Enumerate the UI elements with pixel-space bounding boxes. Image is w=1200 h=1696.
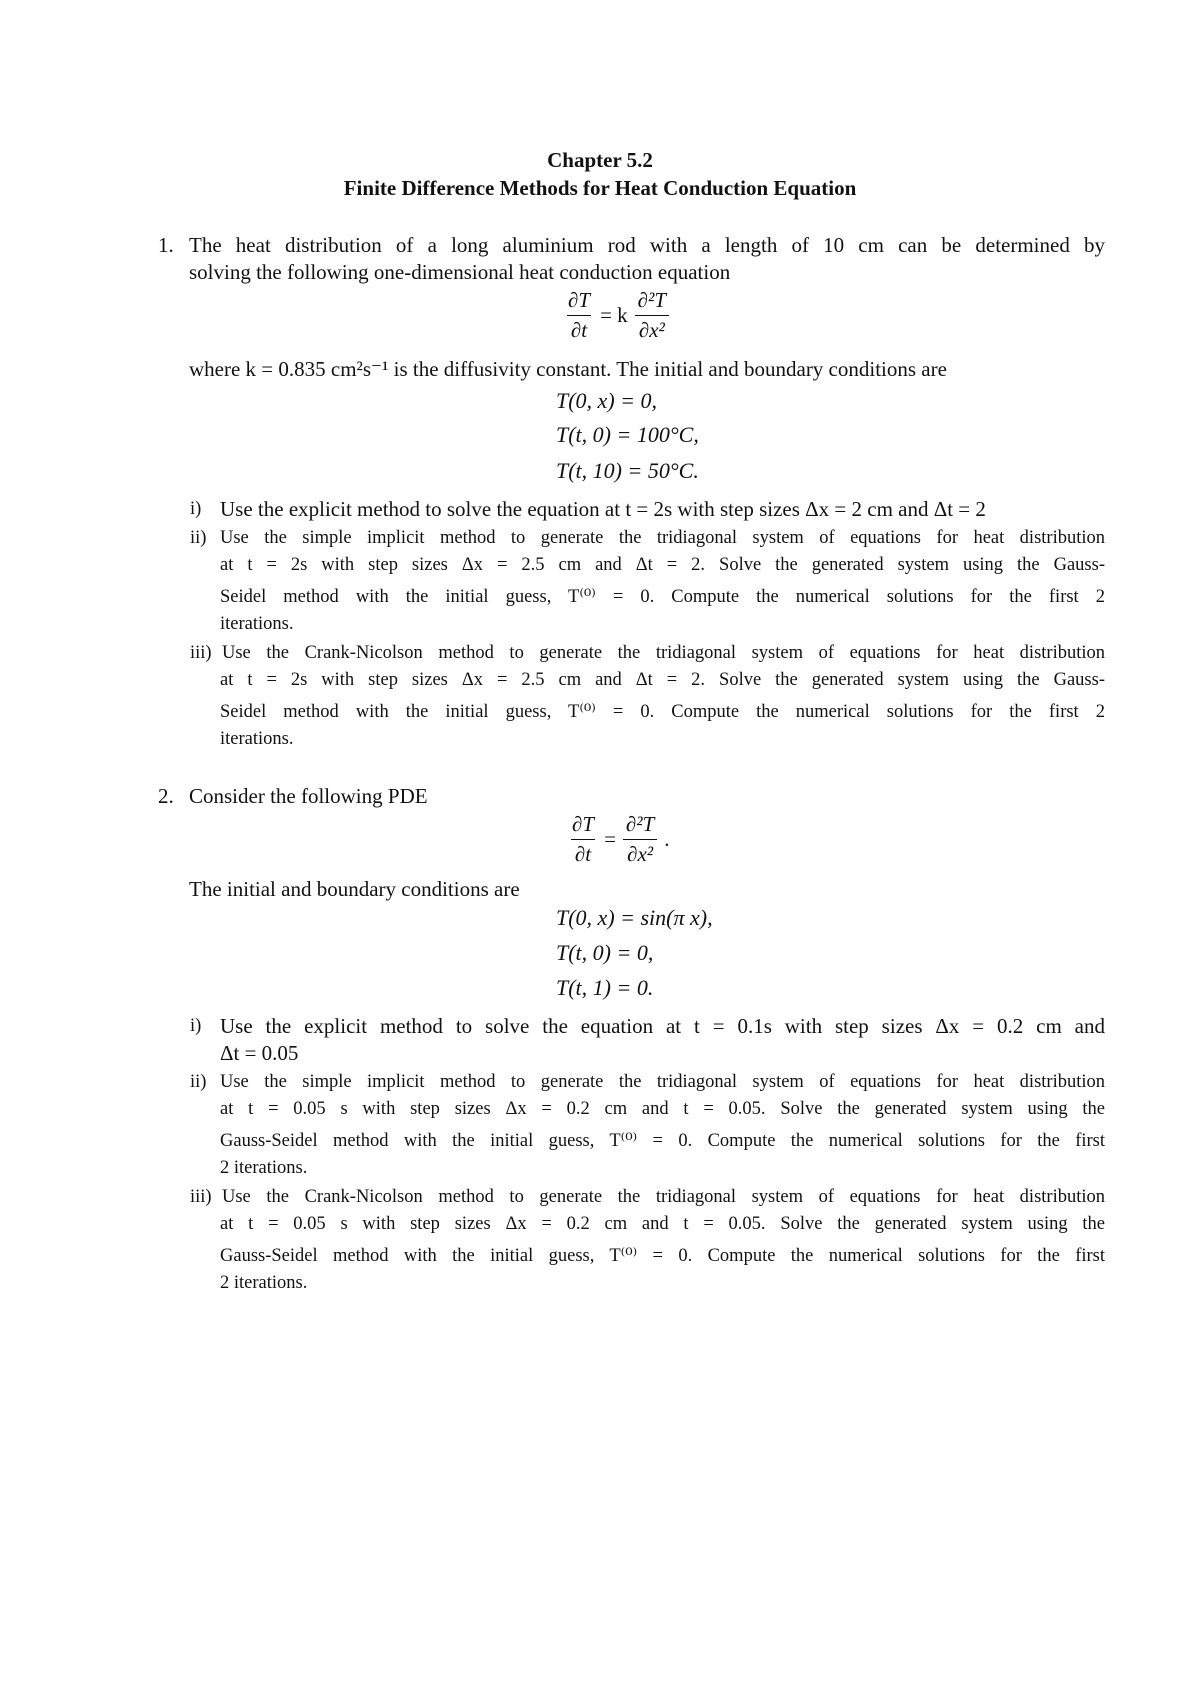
q1-pde-rhs-num: ∂²T: [637, 288, 667, 312]
q1-part-iii-line2: at t = 2s with step sizes Δx = 2.5 cm and Δt = 2. Solve the generated system using the Gauss-: [220, 670, 1105, 690]
q2-part-i-line2: Δt = 0.05: [220, 1041, 299, 1065]
q2-boundary-condition-right: T(t, 1) = 0.: [556, 975, 654, 1000]
q1-part-iii-line3: Seidel method with the initial guess, T⁽⁰⁾ = 0. Compute the numerical solutions for the first 2: [220, 702, 1105, 722]
q1-where-line: where k = 0.835 cm²s⁻¹ is the diffusivity constant. The initial and boundary conditions are: [189, 357, 947, 381]
q1-part-ii-line3: Seidel method with the initial guess, T⁽⁰⁾ = 0. Compute the numerical solutions for the first 2: [220, 587, 1105, 607]
q2-pde-lhs-num: ∂T: [572, 812, 595, 836]
q2-condition-intro: The initial and boundary conditions are: [189, 877, 520, 901]
q1-part-iii-line1: Use the Crank-Nicolson method to generate the tridiagonal system of equations for heat distribution: [222, 643, 1105, 663]
q1-part-i-label: i): [190, 499, 202, 519]
q1-pde-lhs-num: ∂T: [568, 288, 591, 312]
q1-heat-equation: [564, 288, 670, 343]
q1-part-iii-line4: iterations.: [220, 729, 294, 749]
q2-initial-condition: T(0, x) = sin(π x),: [556, 905, 713, 930]
q1-part-ii-line4: iterations.: [220, 614, 294, 634]
q2-part-i-label: i): [190, 1016, 202, 1036]
q2-part-ii-line1: Use the simple implicit method to generate the tridiagonal system of equations for heat distribution: [220, 1072, 1105, 1092]
q2-part-ii-line2: at t = 0.05 s with step sizes Δx = 0.2 cm and t = 0.05. Solve the generated system using the: [220, 1099, 1105, 1119]
q2-pde: [568, 812, 676, 867]
q2-pde-equals: =: [604, 827, 616, 851]
q2-part-ii-line3: Gauss-Seidel method with the initial guess, T⁽⁰⁾ = 0. Compute the numerical solutions for the first: [220, 1131, 1105, 1151]
chapter-heading: Chapter 5.2: [547, 148, 653, 172]
q1-boundary-condition-left: T(t, 0) = 100°C,: [556, 422, 699, 447]
q2-pde-rhs-num: ∂²T: [625, 812, 655, 836]
q2-part-ii-label: ii): [190, 1072, 207, 1092]
q1-pde-lhs-den: ∂t: [567, 315, 591, 343]
q1-intro-line1: The heat distribution of a long aluminium rod with a length of 10 cm can be determined by: [189, 233, 1105, 257]
q1-part-ii-label: ii): [190, 528, 207, 548]
q2-part-ii-line4: 2 iterations.: [220, 1158, 308, 1178]
q2-number: 2.: [158, 784, 174, 808]
q1-part-ii-line2: at t = 2s with step sizes Δx = 2.5 cm and Δt = 2. Solve the generated system using the Gauss-: [220, 555, 1105, 575]
q1-initial-condition: T(0, x) = 0,: [556, 388, 657, 413]
q1-pde-equals: = k: [600, 303, 628, 327]
q2-boundary-condition-left: T(t, 0) = 0,: [556, 940, 654, 965]
q2-intro: Consider the following PDE: [189, 784, 428, 808]
q1-number: 1.: [158, 233, 174, 257]
q1-part-i-text: Use the explicit method to solve the equation at t = 2s with step sizes Δx = 2 cm and Δt = 2: [220, 497, 986, 521]
q2-part-iii-line3: Gauss-Seidel method with the initial guess, T⁽⁰⁾ = 0. Compute the numerical solutions for the first: [220, 1246, 1105, 1266]
q1-intro-line2: solving the following one-dimensional heat conduction equation: [189, 260, 731, 284]
q2-pde-period: .: [664, 827, 670, 851]
q2-part-iii-line4: 2 iterations.: [220, 1273, 308, 1293]
q2-part-iii-line1: Use the Crank-Nicolson method to generate the tridiagonal system of equations for heat distribution: [222, 1187, 1105, 1207]
q1-part-ii-line1: Use the simple implicit method to generate the tridiagonal system of equations for heat distribution: [220, 528, 1105, 548]
q2-pde-rhs-den: ∂x²: [623, 839, 657, 867]
q1-part-iii-label: iii): [190, 643, 212, 663]
q1-pde-rhs-den: ∂x²: [635, 315, 669, 343]
q2-part-iii-label: iii): [190, 1187, 212, 1207]
q2-part-iii-line2: at t = 0.05 s with step sizes Δx = 0.2 cm and t = 0.05. Solve the generated system using the: [220, 1214, 1105, 1234]
q2-part-i-line1: Use the explicit method to solve the equation at t = 0.1s with step sizes Δx = 0.2 cm and: [220, 1014, 1105, 1038]
q2-pde-lhs-den: ∂t: [571, 839, 595, 867]
q1-boundary-condition-right: T(t, 10) = 50°C.: [556, 458, 699, 483]
page-title: Finite Difference Methods for Heat Conduction Equation: [343, 176, 857, 200]
